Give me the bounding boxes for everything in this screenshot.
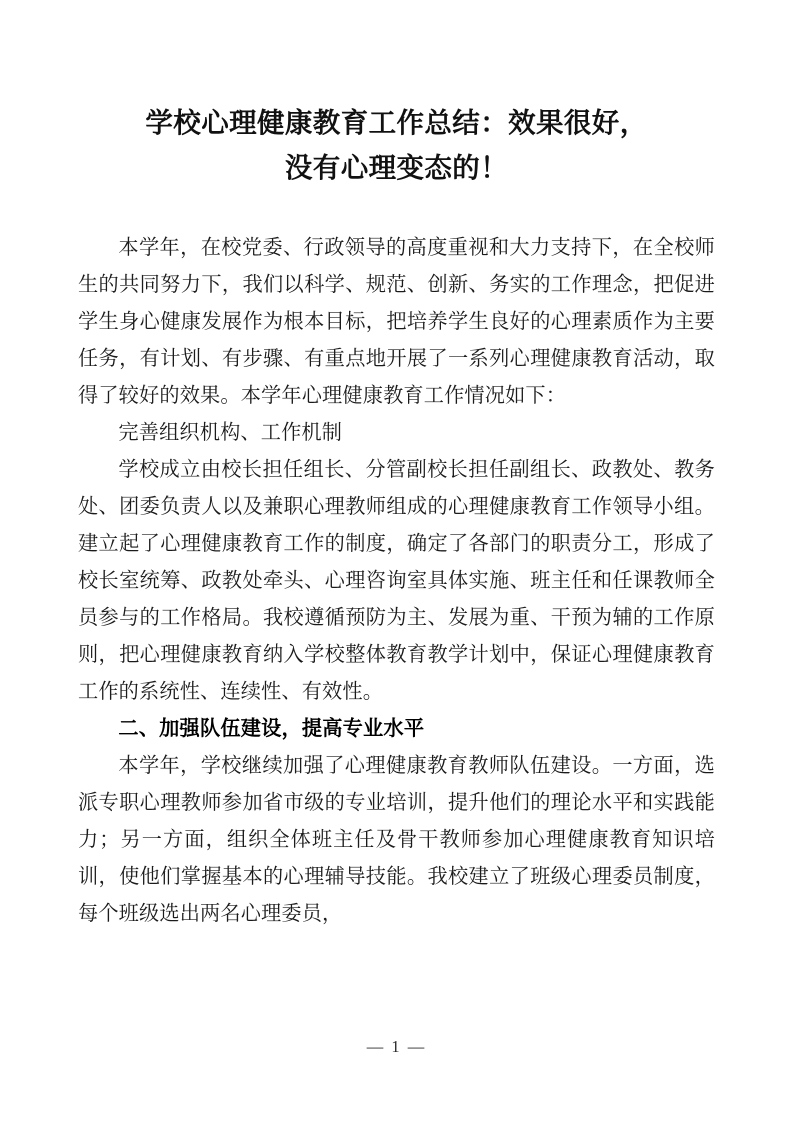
page-title	[78, 0, 715, 190]
section-heading-organization: 完善组织机构、工作机制	[118, 422, 343, 444]
document-body	[78, 230, 715, 933]
paragraph-team-building-body: 本学年，学校继续加强了心理健康教育教师队伍建设。一方面，选派专职心理教师参加省市级的专业培训，提升他们的理论水平和实践能力；另一方面，组织全体班主任及骨干教师参加心理健康教育知识培训，使他们掌握基本的心理辅导技能。我校建立了班级心理委员制度，每个班级选出两名心理委员，	[78, 755, 715, 925]
paragraph-intro: 本学年，在校党委、行政领导的高度重视和大力支持下，在全校师生的共同努力下，我们以科学、规范、创新、务实的工作理念，把促进学生身心健康发展作为根本目标，把培养学生良好的心理素质作为主要任务，有计划、有步骤、有重点地开展了一系列心理健康教育活动，取得了较好的效果。本学年心理健康教育工作情况如下：	[78, 237, 715, 407]
section-heading-team-building: 二、加强队伍建设，提高专业水平	[118, 718, 425, 740]
page-title-line-1: 学校心理健康教育工作总结：效果很好，	[145, 107, 648, 138]
page-title-line-2: 没有心理变态的！	[284, 152, 509, 183]
paragraph-organization-body: 学校成立由校长担任组长、分管副校长担任副组长、政教处、教务处、团委负责人以及兼职心理教师组成的心理健康教育工作领导小组。建立起了心理健康教育工作的制度，确定了各部门的职责分工，形成了校长室统筹、政教处牵头、心理咨询室具体实施、班主任和任课教师全员参与的工作格局。我校遵循预防为主、发展为重、干预为辅的工作原则，把心理健康教育纳入学校整体教育教学计划中，保证心理健康教育工作的系统性、连续性、有效性。	[78, 459, 715, 703]
page-number-footer: — 1 —	[366, 1037, 427, 1056]
page-content	[78, 0, 715, 933]
